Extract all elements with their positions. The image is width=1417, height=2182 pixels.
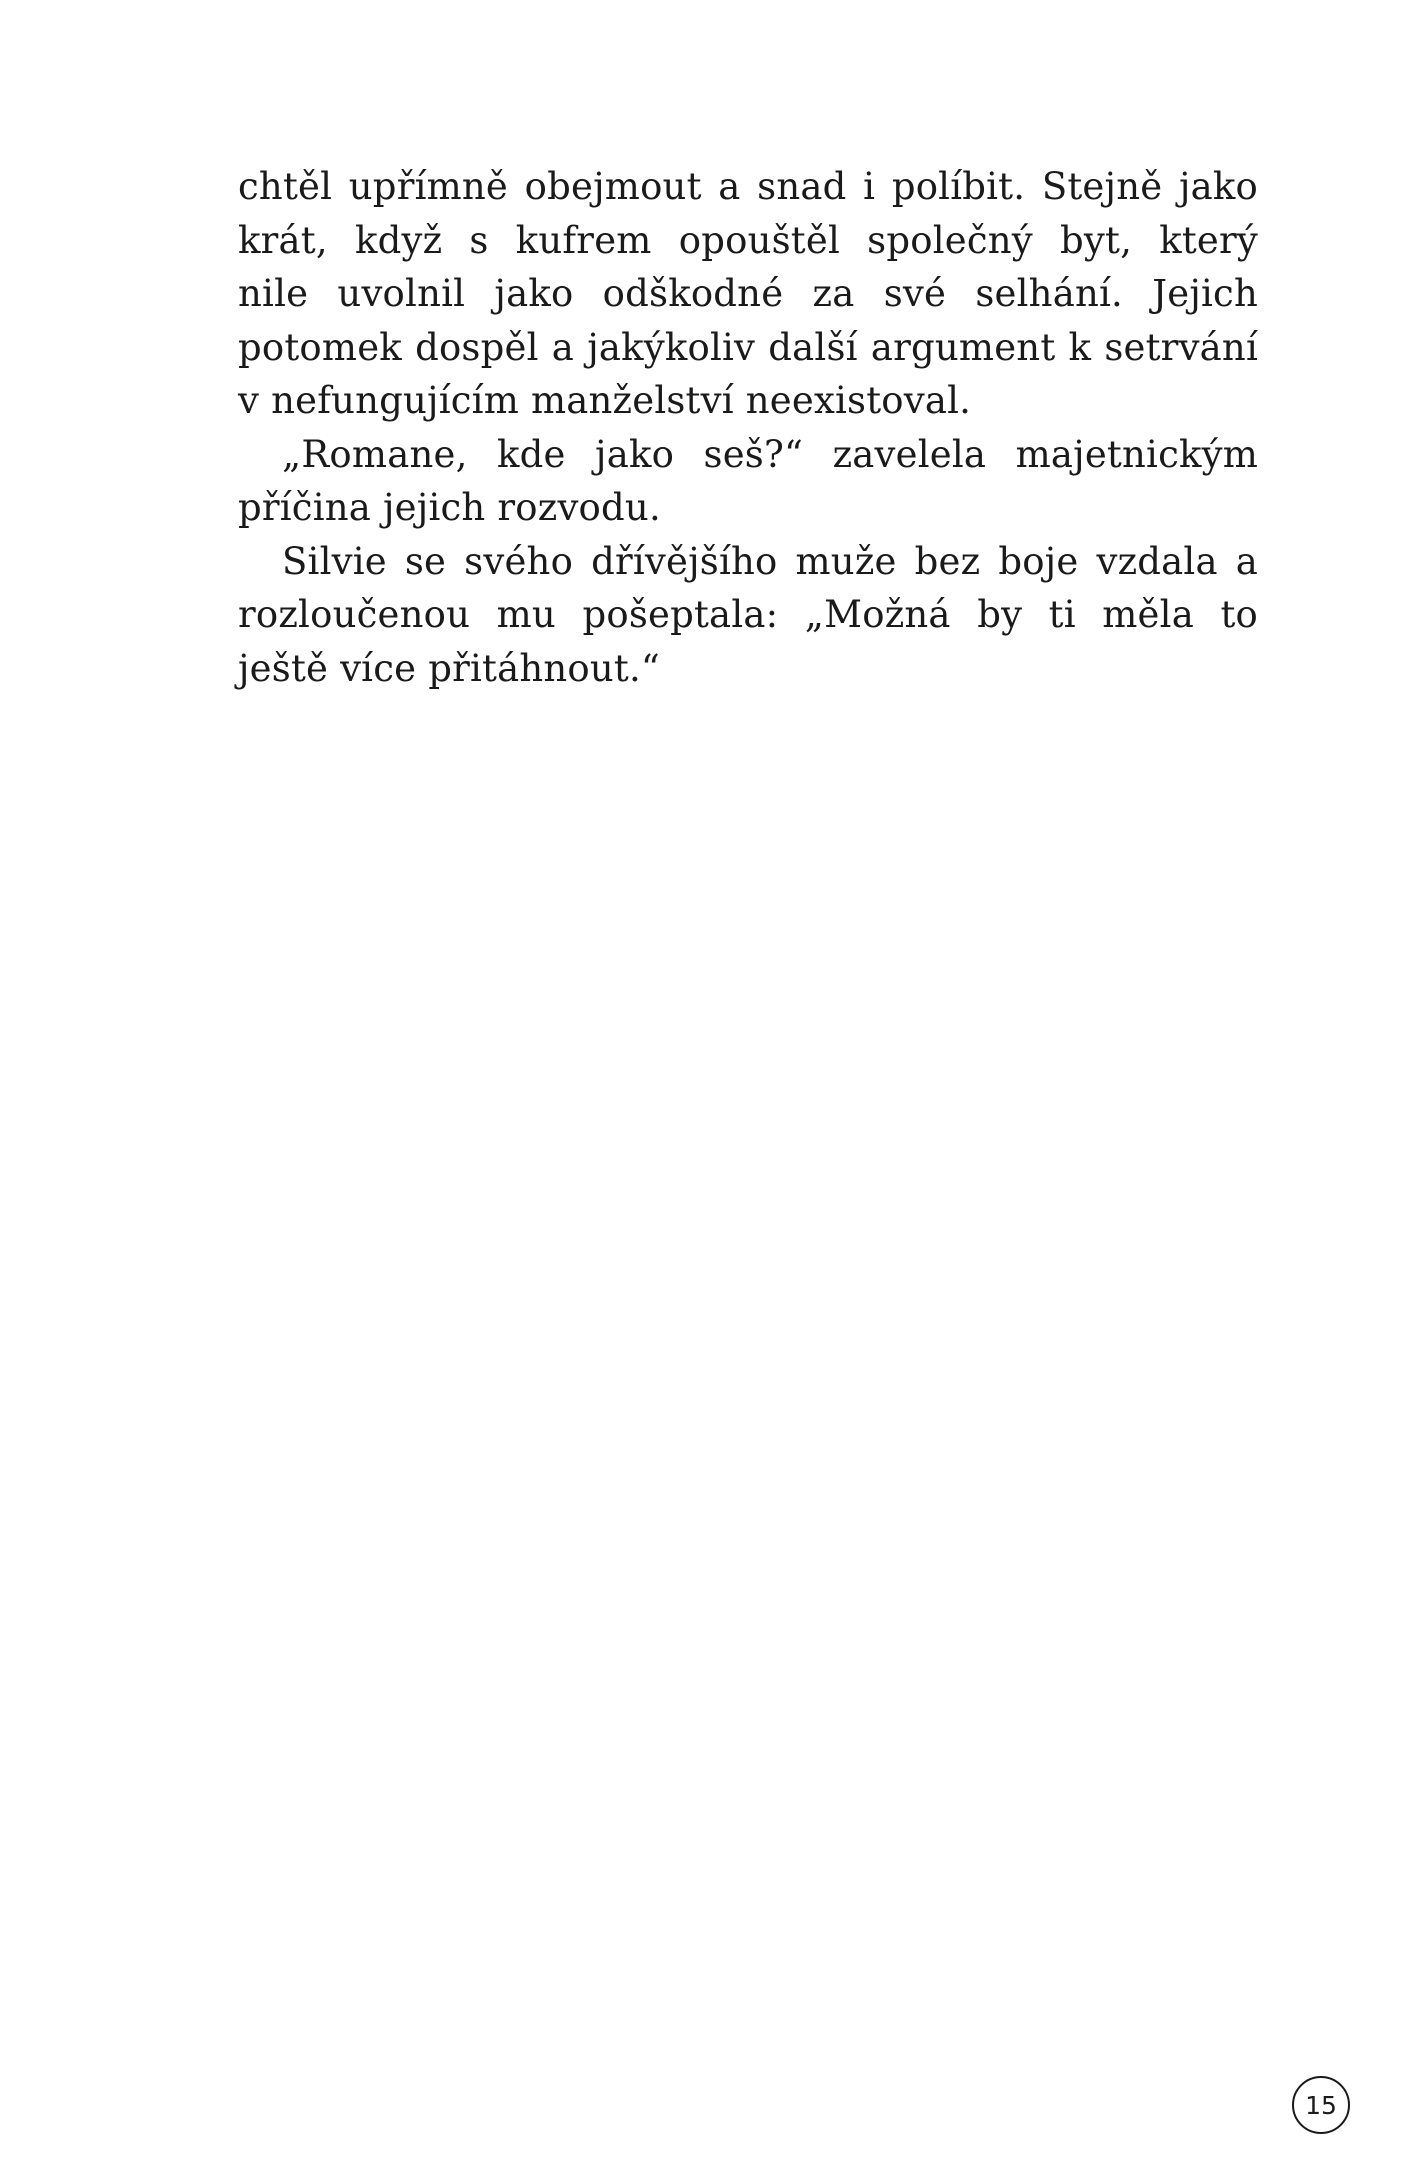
text-line: krát, když s kufrem opouštěl společný byt, který bbox=[238, 218, 1258, 262]
text-line: potomek dospěl a jakýkoliv další argument k setrvání bbox=[238, 325, 1258, 369]
paragraph-1 bbox=[238, 160, 1258, 428]
text-line: Silvie se svého dřívějšího muže bez boje vzdala a bbox=[282, 539, 1258, 583]
text-line: rozloučenou mu pošeptala: „Možná by ti měla to bbox=[238, 593, 1258, 636]
text-line: ještě více přitáhnout.“ bbox=[238, 646, 661, 690]
text-line: „Romane, kde jako seš?“ zavelela majetnickým bbox=[282, 432, 1258, 476]
paragraph-3 bbox=[238, 535, 1258, 696]
text-line: chtěl upřímně obejmout a snad i políbit. Stejně jako bbox=[238, 165, 1258, 208]
page-number: 15 bbox=[1305, 2090, 1337, 2120]
body-text bbox=[238, 160, 1258, 695]
page-number-badge bbox=[1292, 2076, 1350, 2134]
text-line: nile uvolnil jako odškodné za své selhání. Jejich bbox=[238, 272, 1258, 315]
text-line: příčina jejich rozvodu. bbox=[238, 486, 661, 529]
text-line: v nefungujícím manželství neexistoval. bbox=[238, 379, 972, 422]
paragraph-2 bbox=[238, 428, 1258, 535]
